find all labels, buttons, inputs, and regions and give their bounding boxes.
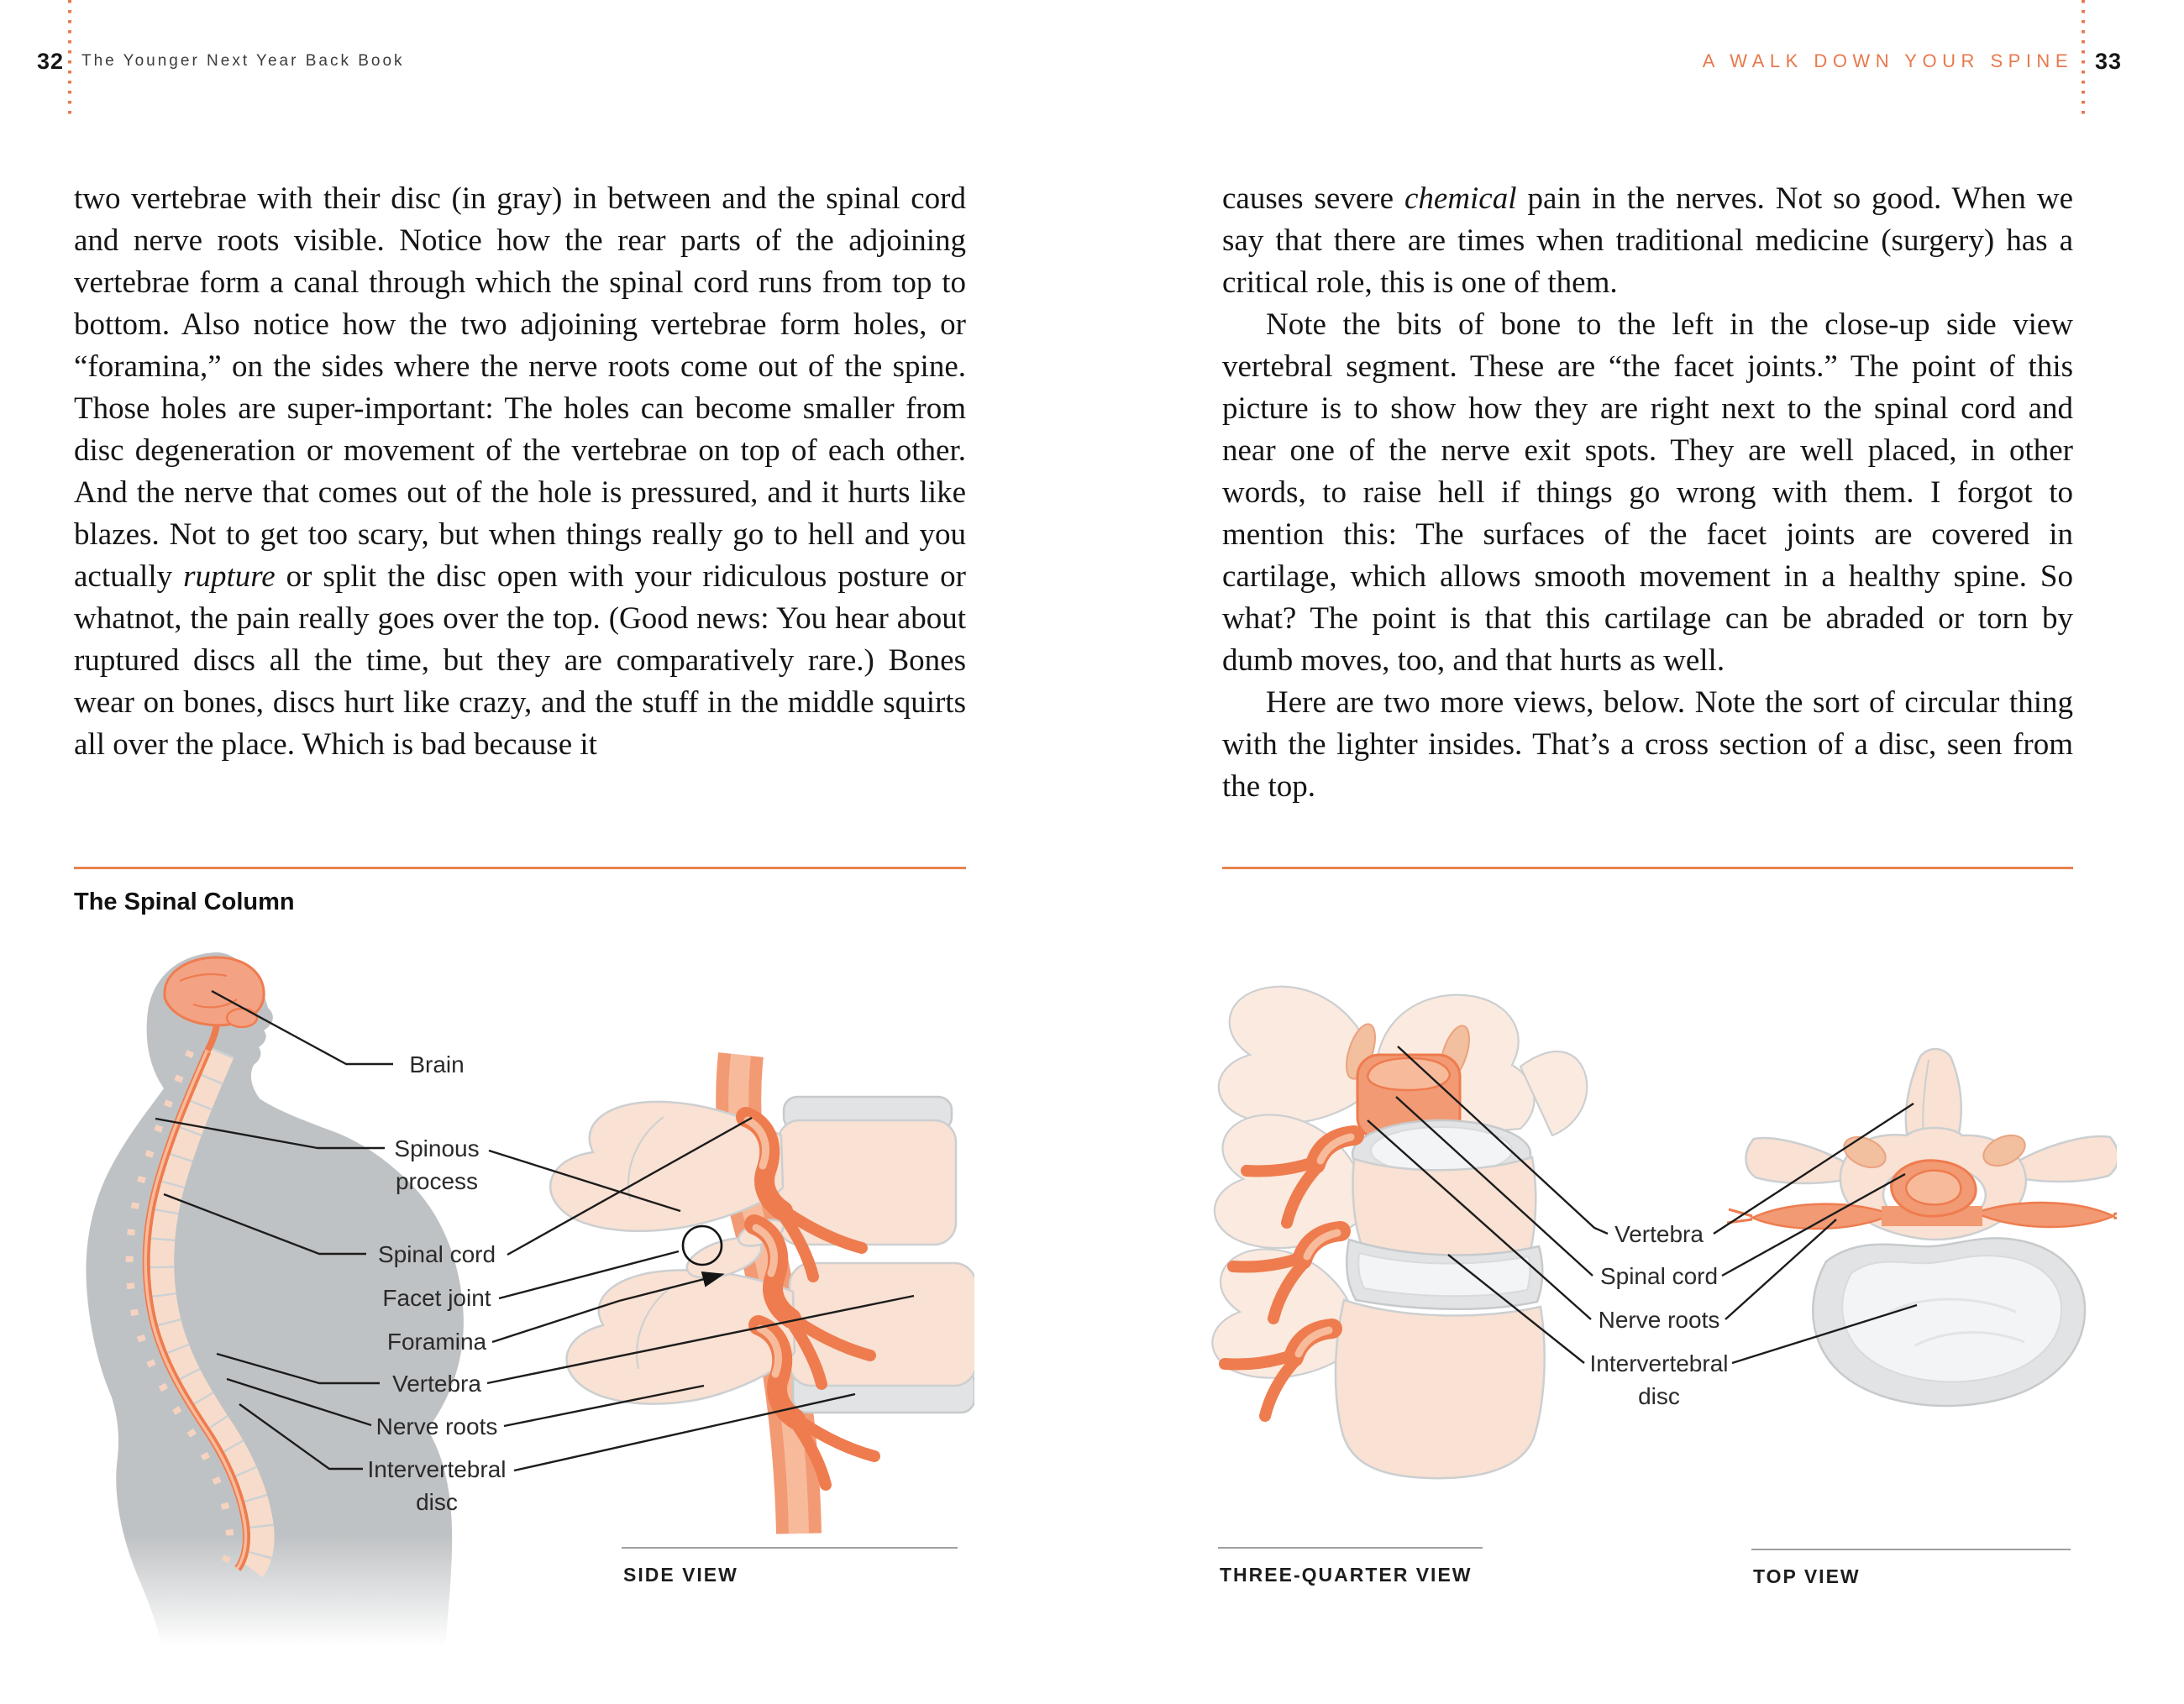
section-rule-right	[1222, 867, 2073, 869]
nerve-root-band-left	[1752, 1204, 1892, 1229]
body-paragraph: two vertebrae with their disc (in gray) in between and the spinal cord and nerve roots visible. Notice how the rear parts of the adjoining vertebrae form a canal through which the spinal cord runs from top to bottom. Also notice how the two adjoining vertebrae form holes, or “foramina,” on the sides where the nerve roots come out of the spine. Those holes are super-important: The holes can become smaller from disc degeneration or movement of the vertebrae on top of each other. And the nerve that comes out of the hole is pressured, and it hurts like blazes. Not to get too scary, but when things really go to hell and you actually rupture or split the disc open with your ridiculous posture or whatnot, the pain really goes over the top. (Good news: You hear about ruptured discs all the time, but they are comparatively rare.) Bones wear on bones, discs hurt like crazy, and the stuff in the middle squirts all over the place. Which is bad because it	[74, 181, 966, 762]
label-spinal-cord-right: Spinal cord	[1599, 1263, 1719, 1289]
label-foramina: Foramina	[386, 1329, 487, 1355]
body-text-right	[1222, 178, 2073, 808]
label-nerve-roots: Nerve roots	[375, 1413, 498, 1439]
three-quarter-view-caption: THREE-QUARTER VIEW	[1220, 1564, 1473, 1586]
page-number-left: 32	[37, 49, 65, 74]
header-dotted-separator-left	[68, 0, 71, 116]
running-title-left: The Younger Next Year Back Book	[81, 52, 405, 70]
section-rule-left	[74, 867, 966, 869]
label-facet-joint: Facet joint	[382, 1285, 491, 1311]
vertebral-body-upper	[1352, 1157, 1536, 1256]
label-vertebra: Vertebra	[392, 1371, 481, 1397]
top-view-caption-rule	[1751, 1549, 2071, 1550]
label-spinous-process: Spinous process	[394, 1135, 480, 1194]
body-paragraph: Note the bits of bone to the left in the close-up side view vertebral segment. These are “the facet joints.” The point of this picture is to show how they are right next to the spinal cord and near one of the nerve exit spots. They are well placed, in other words, to raise hell if things go wrong with them. I forgot to mention this: The surfaces of the facet joints are covered in cartilage, which allows smooth movement in a healthy spine. So what? The point is that this cartilage can be abraded or torn by dumb moves, too, and that hurts as well.	[1222, 307, 2073, 678]
label-vertebra-right: Vertebra	[1614, 1221, 1704, 1247]
header-dotted-separator-right	[2082, 0, 2085, 116]
three-quarter-view-caption-rule	[1218, 1547, 1483, 1549]
figure-title: The Spinal Column	[74, 889, 295, 915]
label-nerve-roots-right: Nerve roots	[1598, 1307, 1720, 1333]
label-intervertebral-disc-right: Intervertebral disc	[1589, 1350, 1729, 1409]
side-view-caption: SIDE VIEW	[623, 1564, 738, 1586]
transverse-process-right	[2014, 1136, 2117, 1182]
spinal-column-figure	[74, 924, 974, 1663]
body-text-left	[74, 178, 966, 766]
vertebral-body-lower	[1336, 1300, 1545, 1478]
transverse-process-left	[1746, 1138, 1850, 1183]
body-paragraph: Here are two more views, below. Note the sort of circular thing with the lighter insides. That’s a cross section of a disc, seen from the top.	[1222, 685, 2073, 804]
side-view-illustration	[550, 1055, 974, 1534]
spinous-process-top-view	[1906, 1049, 1961, 1134]
top-view-caption: TOP VIEW	[1753, 1565, 1861, 1587]
label-spinal-cord: Spinal cord	[377, 1241, 496, 1267]
page-number-right: 33	[2095, 49, 2123, 74]
label-intervertebral-disc: Intervertebral disc	[367, 1456, 507, 1515]
three-quarter-view-illustration	[1212, 987, 1587, 1478]
vertebra-views-figure	[1210, 966, 2117, 1537]
top-view-illustration	[1727, 1049, 2117, 1406]
side-view-caption-rule	[622, 1547, 958, 1549]
label-brain: Brain	[409, 1051, 465, 1077]
running-title-right: A WALK DOWN YOUR SPINE	[1702, 50, 2073, 71]
body-paragraph: causes severe chemical pain in the nerves. Not so good. When we say that there are times when traditional medicine (surgery) has a critical role, this is one of them.	[1222, 181, 2073, 300]
